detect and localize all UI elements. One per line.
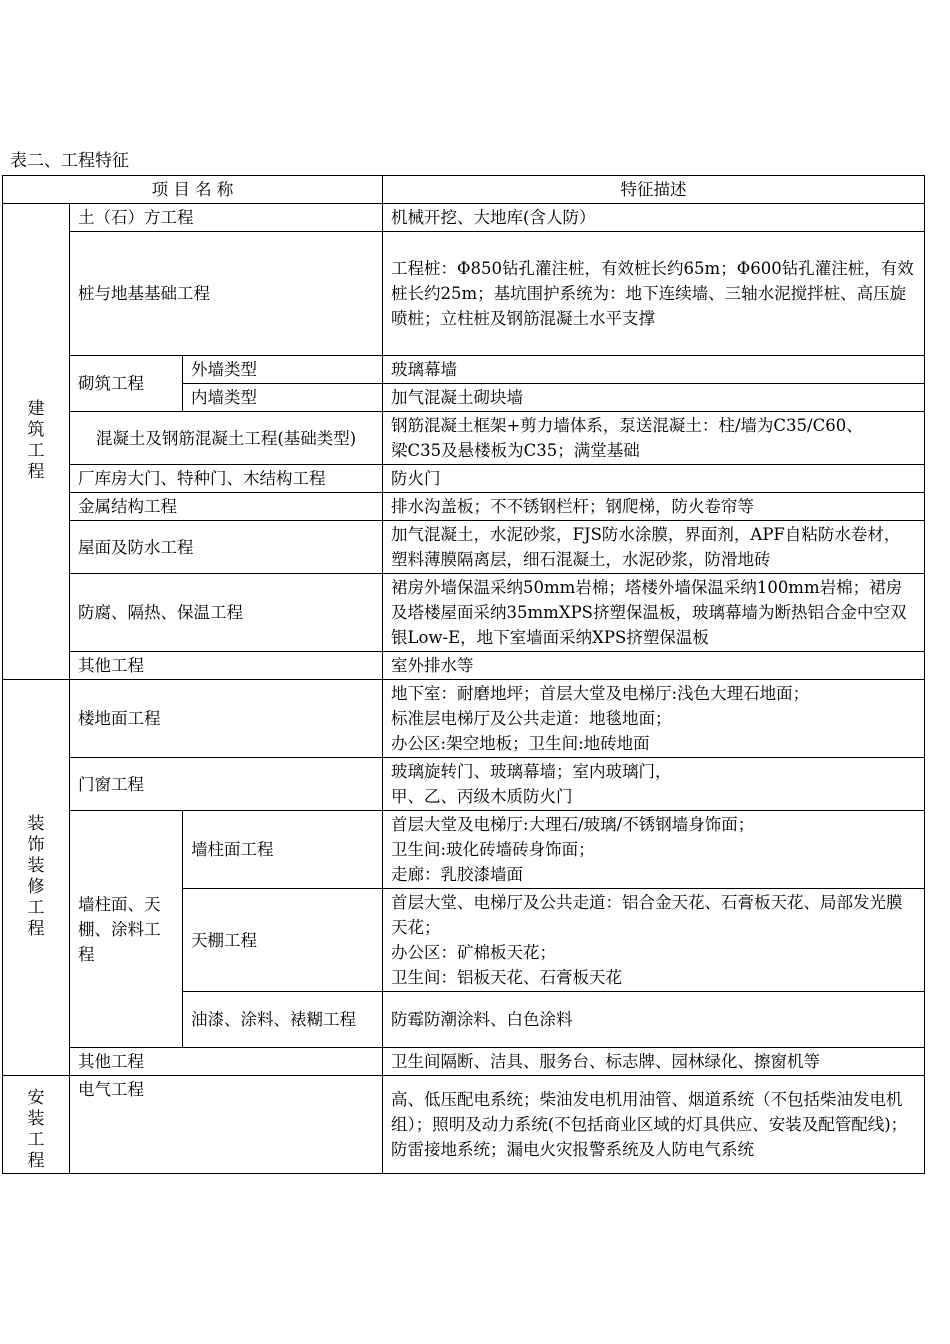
item-desc (383, 758, 925, 811)
item-desc: 裙房外墙保温采纳50mm岩棉；塔楼外墙保温采纳100mm岩棉；裙房及塔楼屋面采纳35mmXPS挤塑保温板，玻璃幕墙为断热铝合金中空双银Low-E，地下室墙面采纳XPS挤塑保温板 (383, 574, 925, 652)
table-row (3, 758, 925, 811)
table-row (3, 356, 925, 384)
desc-line: 首层大堂及电梯厅:大理石/玻璃/不锈钢墙身饰面； (391, 815, 755, 834)
item-desc: 防霉防潮涂料、白色涂料 (383, 992, 925, 1048)
category-label: 安装工程 (27, 1088, 45, 1171)
table-row (3, 1048, 925, 1076)
item-name: 其他工程 (70, 1048, 383, 1076)
item-desc (383, 412, 925, 465)
table-row (3, 811, 925, 889)
desc-line: 玻璃旋转门、玻璃幕墙；室内玻璃门， (391, 762, 672, 781)
desc-line: 卫生间：铝板天花、石膏板天花 (391, 968, 623, 987)
subitem-name: 内墙类型 (183, 384, 383, 412)
desc-line: 办公区：矿棉板天花； (391, 943, 557, 962)
item-name: 墙柱面、天棚、涂料工程 (70, 811, 183, 1048)
desc-line: 甲、乙、丙级木质防火门 (391, 787, 573, 806)
item-desc: 室外排水等 (383, 652, 925, 680)
item-name: 桩与地基基础工程 (70, 232, 383, 356)
item-name: 土（石）方工程 (70, 204, 383, 232)
desc-line: 卫生间:玻化砖墙砖身饰面； (391, 840, 595, 859)
header-row (3, 176, 925, 204)
desc-line: 地下室：耐磨地坪；首层大堂及电梯厅:浅色大理石地面； (391, 684, 810, 703)
table-row (3, 1076, 925, 1174)
table-row (3, 680, 925, 758)
item-desc: 防火门 (383, 465, 925, 493)
item-name: 厂库房大门、特种门、木结构工程 (70, 465, 383, 493)
item-desc (383, 680, 925, 758)
desc-line: 走廊：乳胶漆墙面 (391, 865, 524, 884)
item-name: 防腐、隔热、保温工程 (70, 574, 383, 652)
desc-line: 梁C35及悬楼板为C35；满堂基础 (391, 441, 640, 460)
item-desc: 高、低压配电系统；柴油发电机用油管、烟道系统（不包括柴油发电机组）；照明及动力系统(不包括商业区域的灯具供应、安装及配管配线)；防雷接地系统；漏电火灾报警系统及人防电气系统 (383, 1076, 925, 1174)
table-row (3, 465, 925, 493)
table-row (3, 232, 925, 356)
table-row (3, 521, 925, 574)
item-name: 砌筑工程 (70, 356, 183, 412)
item-name: 金属结构工程 (70, 493, 383, 521)
desc-line: 办公区:架空地板；卫生间:地砖地面 (391, 734, 650, 753)
header-description: 特征描述 (383, 176, 925, 204)
table-row (3, 652, 925, 680)
table-row (3, 574, 925, 652)
item-desc: 加气混凝土砌块墙 (383, 384, 925, 412)
table-row (3, 204, 925, 232)
item-desc (383, 811, 925, 889)
subitem-name: 天棚工程 (183, 889, 383, 992)
category-label: 装饰装修工程 (27, 814, 45, 939)
item-name: 门窗工程 (70, 758, 383, 811)
item-desc: 玻璃幕墙 (383, 356, 925, 384)
item-desc (383, 889, 925, 992)
item-name: 其他工程 (70, 652, 383, 680)
item-name: 电气工程 (70, 1076, 383, 1174)
table-row (3, 412, 925, 465)
subitem-name: 外墙类型 (183, 356, 383, 384)
category-label: 建筑工程 (27, 399, 45, 482)
item-desc: 加气混凝土，水泥砂浆，FJS防水涂膜，界面剂，APF自粘防水卷材，塑料薄膜隔离层，细石混凝土，水泥砂浆，防滑地砖 (383, 521, 925, 574)
category-cell-decoration (3, 680, 70, 1076)
engineering-features-table (2, 175, 925, 1174)
desc-line: 标准层电梯厅及公共走道：地毯地面； (391, 709, 672, 728)
item-desc: 机械开挖、大地库(含人防） (383, 204, 925, 232)
table-caption: 表二、工程特征 (10, 151, 129, 171)
item-desc: 排水沟盖板；不不锈钢栏杆；钢爬梯，防火卷帘等 (383, 493, 925, 521)
subitem-name: 墙柱面工程 (183, 811, 383, 889)
header-item-name: 项 目 名 称 (3, 176, 383, 204)
subitem-name: 油漆、涂料、裱糊工程 (183, 992, 383, 1048)
category-cell-construction (3, 204, 70, 680)
desc-line: 钢筋混凝土框架+剪力墙体系，泵送混凝土：柱/墙为C35/C60、 (391, 416, 863, 435)
item-desc: 卫生间隔断、洁具、服务台、标志牌、园林绿化、擦窗机等 (383, 1048, 925, 1076)
desc-line: 首层大堂、电梯厅及公共走道：铝合金天花、石膏板天花、局部发光膜天花； (391, 893, 903, 937)
item-name: 屋面及防水工程 (70, 521, 383, 574)
table-row (3, 493, 925, 521)
item-desc: 工程桩：Φ850钻孔灌注桩，有效桩长约65m；Φ600钻孔灌注桩，有效桩长约25m；基坑围护系统为：地下连续墙、三轴水泥搅拌桩、高压旋喷桩；立柱桩及钢筋混凝土水平支撑 (383, 232, 925, 356)
category-cell-installation (3, 1076, 70, 1174)
item-name: 混凝土及钢筋混凝土工程(基础类型) (70, 412, 383, 465)
item-name: 楼地面工程 (70, 680, 383, 758)
